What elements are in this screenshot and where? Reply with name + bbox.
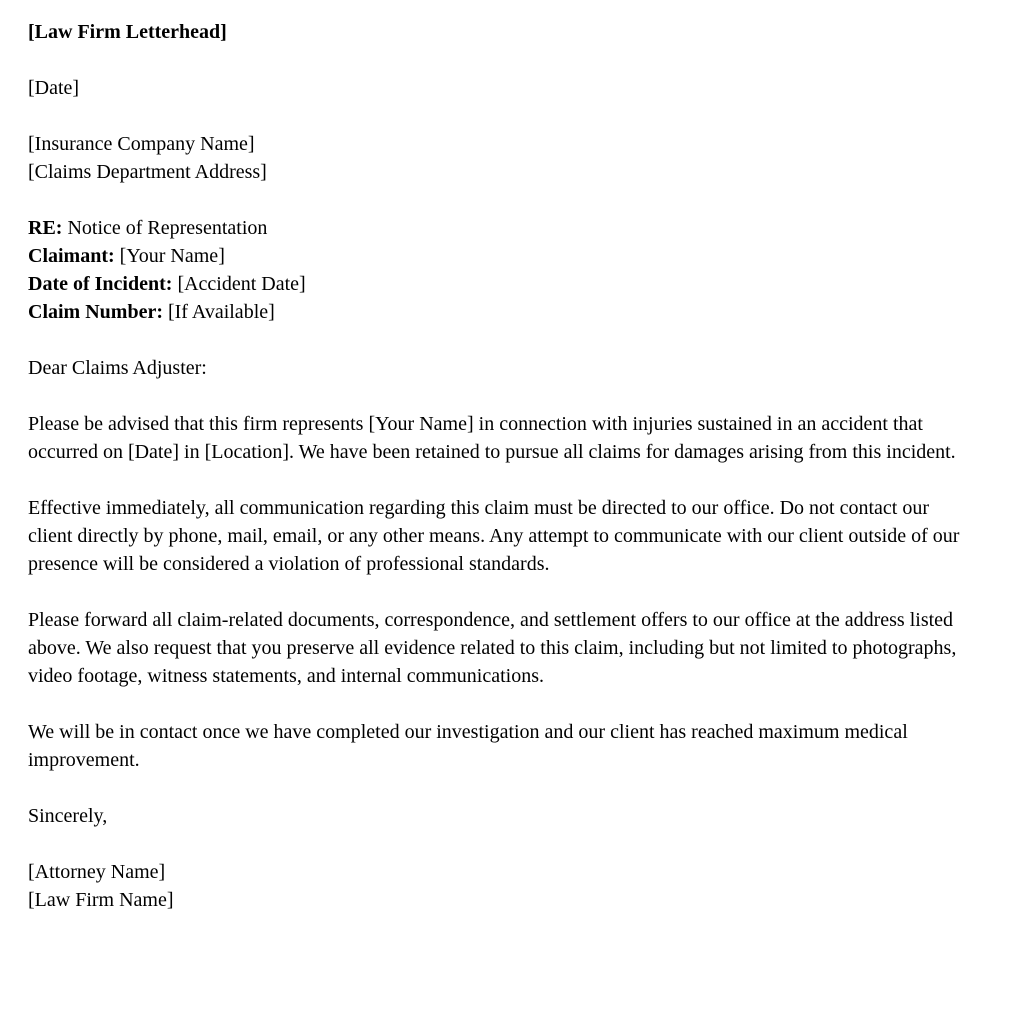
body-paragraph-communication: Effective immediately, all communication regarding this claim must be directed to our office. Do not contact our client directly by phone, mail, email, or any other means. Any attempt to communicate with our client outside of our presence will be considered a violation of professional standards. (28, 497, 960, 575)
reference-block (28, 214, 964, 326)
recipient-company-line: [Insurance Company Name] (28, 133, 255, 155)
recipient-block (28, 130, 964, 186)
salutation: Dear Claims Adjuster: (28, 357, 207, 379)
signature-block (28, 858, 964, 914)
reference-line-claim-number (28, 298, 964, 326)
date-placeholder: [Date] (28, 77, 80, 99)
reference-value: [Your Name] (119, 245, 225, 267)
body-paragraph-follow-up: We will be in contact once we have completed our investigation and our client has reached maximum medical improvement. (28, 721, 908, 771)
reference-label: Date of Incident: (28, 273, 173, 295)
body-paragraph-representation: Please be advised that this firm represents [Your Name] in connection with injuries sustained in an accident that occurred on [Date] in [Location]. We have been retained to pursue all claims for damages arising from this incident. (28, 413, 956, 463)
closing: Sincerely, (28, 805, 108, 827)
reference-line-incident-date (28, 270, 964, 298)
reference-label: Claim Number: (28, 301, 163, 323)
letterhead-placeholder: [Law Firm Letterhead] (28, 21, 227, 43)
reference-value: [If Available] (167, 301, 275, 323)
reference-label: RE: (28, 217, 63, 239)
body-paragraph-documents-evidence: Please forward all claim-related documents, correspondence, and settlement offers to our office at the address listed above. We also request that you preserve all evidence related to this claim, including but not limited to photographs, video footage, witness statements, and internal communications. (28, 609, 957, 687)
signature-firm-name: [Law Firm Name] (28, 889, 174, 911)
reference-line-claimant (28, 242, 964, 270)
letter-body (28, 18, 964, 914)
reference-value: [Accident Date] (177, 273, 306, 295)
reference-value: Notice of Representation (67, 217, 268, 239)
recipient-address-line: [Claims Department Address] (28, 161, 267, 183)
reference-line-re (28, 214, 964, 242)
reference-label: Claimant: (28, 245, 115, 267)
signature-attorney-name: [Attorney Name] (28, 861, 166, 883)
